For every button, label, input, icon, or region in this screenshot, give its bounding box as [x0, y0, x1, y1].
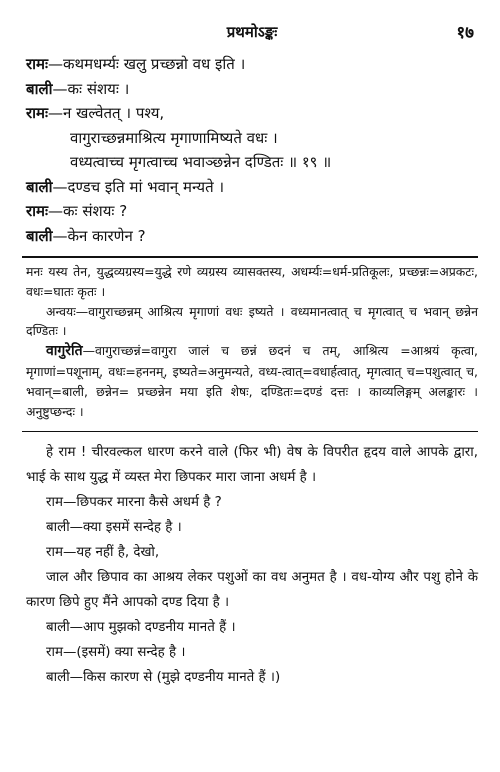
- section-divider: [22, 256, 478, 258]
- speaker-name: रामः: [26, 202, 49, 220]
- translation-line: राम—(इसमें) क्या सन्देह है ।: [46, 645, 186, 661]
- gloss-paragraph: [26, 341, 478, 421]
- translation-line: बाली—किस कारण से (मुझे दण्डनीय मानते हैं ।): [46, 670, 281, 686]
- commentary-paragraph: मनः यस्य तेन, युद्धव्यग्रस्य=युद्धे रणे व्यग्रस्य व्यासक्तस्य, अधर्म्यः=धर्म-प्रतिकूलः, प्रच्छन्नः=अप्रकटः, वधः=घातः कृतः ।: [26, 264, 478, 299]
- dialogue-line: [26, 224, 478, 249]
- translation-line: बाली—क्या इसमें सन्देह है ।: [46, 520, 182, 536]
- dialogue-line: [26, 101, 478, 126]
- verse-text: वागुराच्छन्नमाश्रित्य मृगाणामिष्यते वधः ।: [70, 128, 278, 147]
- section-divider: [22, 431, 478, 432]
- translation-line: बाली—आप मुझको दण्डनीय मानते हैं ।: [46, 620, 236, 636]
- verse-text: वध्यत्वाच्च मृगत्वाच्च भवाञ्छन्नेन दण्डितः ॥ १९ ॥: [70, 153, 332, 171]
- translation-paragraph: जाल और छिपाव का आश्रय लेकर पशुओं का वध अनुमत है । वध-योग्य और पशु होने के कारण छिपे हुए मैंने आपको दण्ड दिया है ।: [26, 570, 478, 611]
- dialogue-text: —कथमधर्म्यः खलु प्रच्छन्नो वध इति ।: [48, 55, 246, 73]
- page-number: १७: [456, 23, 474, 43]
- running-title: प्रथमोऽङ्कः: [226, 23, 278, 41]
- speaker-name: रामः: [26, 104, 49, 122]
- speaker-name: रामः: [26, 55, 49, 73]
- sanskrit-dialogue: [26, 52, 478, 248]
- speaker-name: बाली: [26, 177, 53, 196]
- translation-line: राम—यह नहीं है, देखो,: [46, 545, 160, 561]
- dialogue-text: —केन कारणेन ?: [52, 226, 146, 245]
- dialogue-line: [26, 175, 478, 200]
- dialogue-line: [26, 77, 478, 102]
- gloss-lead-word: वागुरेति: [46, 343, 83, 360]
- hindi-translation: [26, 440, 478, 690]
- dialogue-line: [26, 199, 478, 224]
- verse-line: [26, 150, 478, 175]
- speaker-name: बाली: [26, 226, 53, 245]
- anvaya-paragraph: अन्वयः—वागुराच्छन्नम् आश्रित्य मृगाणां वधः इष्यते । वध्यमानत्वात् च मृगत्वात् च भवान् छन्नेन दण्डितः ।: [26, 303, 478, 339]
- dialogue-line: [26, 52, 478, 77]
- dialogue-text: —कः संशयः ।: [52, 79, 130, 98]
- dialogue-text: —न खल्वेतत् । पश्य,: [48, 104, 165, 122]
- translation-paragraph: हे राम ! चीरवल्कल धारण करने वाले (फिर भी) वेष के विपरीत हृदय वाले आपके द्वारा, भाई के साथ युद्ध में व्यस्त मेरा छिपकर मारा जाना अधर्म है ।: [26, 445, 478, 486]
- speaker-name: बाली: [26, 79, 53, 98]
- translation-line: राम—छिपकर मारना कैसे अधर्म है ?: [46, 495, 222, 511]
- gloss-text: —वागुराच्छन्नं=वागुरा जालं च छन्नं छदनं च तम्, आश्रित्य =आश्रयं कृत्वा, मृगाणां=पशूनाम्, वधः=हननम्, इष्यते=अनुमन्यते, वध्य-त्वात्=वधार्हत्वात्, मृगत्वात् च=पशुत्वात् च, भवान्=बाली, छन्नेन= प्रच्छन्नेन मया इति शेषः, दण्डितः=दण्डं दत्तः । काव्यलिङ्गम् अलङ्कारः । अनुष्टुप्छन्दः ।: [26, 343, 478, 419]
- page-header: [26, 22, 478, 48]
- dialogue-text: —कः संशयः ?: [48, 202, 128, 220]
- dialogue-text: —दण्डच इति मां भवान् मन्यते ।: [52, 177, 225, 196]
- verse-line: [26, 126, 478, 151]
- sanskrit-commentary: [26, 262, 478, 421]
